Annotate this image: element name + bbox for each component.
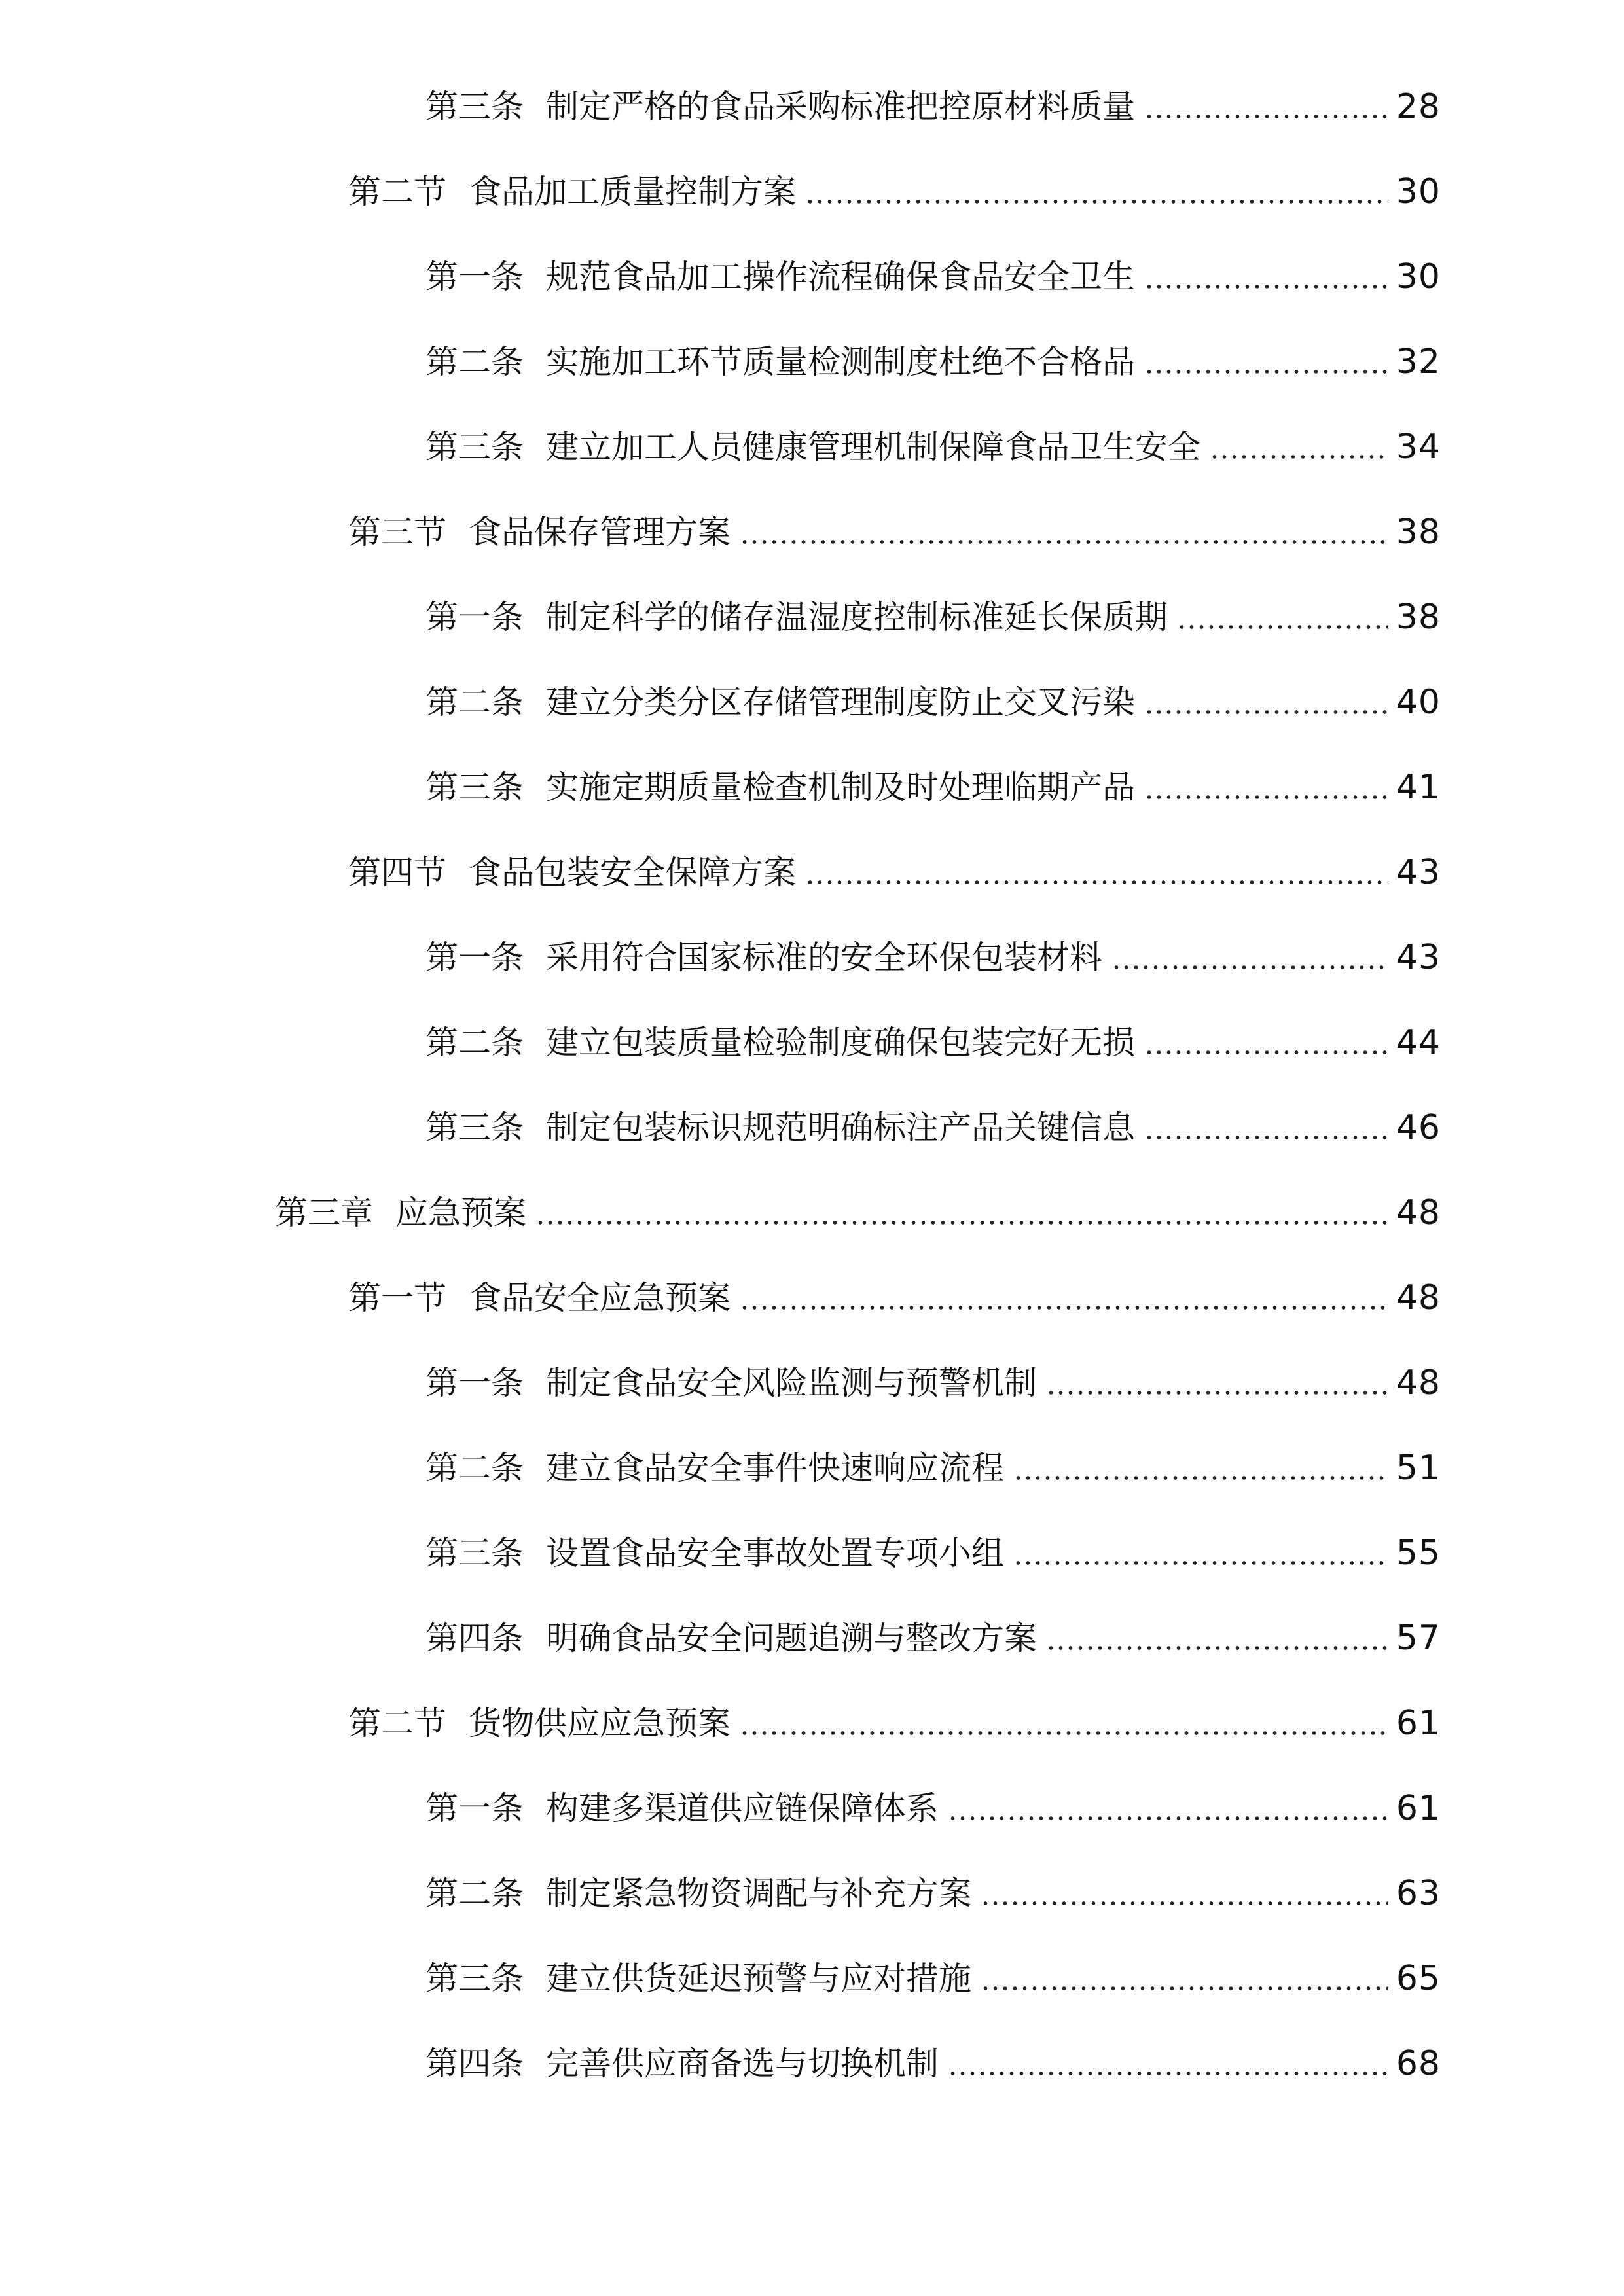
toc-entry-page-number: 30	[1396, 257, 1441, 296]
dot-leader	[740, 1305, 1388, 1310]
toc-entry[interactable]	[348, 166, 1441, 218]
toc-entry-page-number: 41	[1396, 768, 1441, 807]
toc-entry[interactable]	[425, 421, 1441, 473]
toc-entry-title: 制定科学的储存温湿度控制标准延长保质期	[546, 598, 1168, 636]
toc-entry-title: 设置食品安全事故处置专项小组	[546, 1534, 1004, 1572]
toc-entry-label: 第三节	[348, 513, 446, 551]
toc-entry-page-number: 61	[1396, 1704, 1441, 1743]
dot-leader	[948, 2071, 1388, 2076]
dot-leader	[1144, 114, 1388, 119]
toc-entry-page-number: 34	[1396, 427, 1441, 467]
dot-leader	[1013, 1560, 1388, 1566]
dot-leader	[535, 1220, 1388, 1225]
dot-leader	[805, 199, 1388, 204]
toc-entry-label: 第二条	[425, 343, 524, 381]
dot-leader	[948, 1816, 1388, 1821]
toc-entry-title: 完善供应商备选与切换机制	[546, 2045, 939, 2083]
dot-leader	[1111, 965, 1388, 970]
toc-entry[interactable]	[425, 1612, 1441, 1664]
dot-leader	[1144, 1135, 1388, 1140]
toc-entry-page-number: 48	[1396, 1278, 1441, 1318]
toc-entry-label: 第四条	[425, 2045, 524, 2083]
dot-leader	[1210, 454, 1388, 459]
toc-entry-title: 制定食品安全风险监测与预警机制	[546, 1364, 1037, 1402]
toc-entry-label: 第三条	[425, 1534, 524, 1572]
toc-entry-label: 第三条	[425, 428, 524, 466]
toc-entry-label: 第一条	[425, 1364, 524, 1402]
toc-entry-page-number: 32	[1396, 342, 1441, 382]
toc-entry-page-number: 55	[1396, 1534, 1441, 1573]
toc-entry-page-number: 51	[1396, 1448, 1441, 1488]
toc-entry[interactable]	[275, 1187, 1441, 1239]
dot-leader	[981, 1986, 1388, 1991]
toc-entry-title: 食品保存管理方案	[469, 513, 731, 551]
toc-entry-page-number: 48	[1396, 1193, 1441, 1232]
toc-entry-title: 应急预案	[395, 1194, 526, 1232]
toc-entry[interactable]	[348, 1697, 1441, 1749]
dot-leader	[740, 539, 1388, 545]
toc-entry-label: 第一节	[348, 1279, 446, 1317]
toc-entry[interactable]	[348, 506, 1441, 558]
toc-entry-label: 第二条	[425, 683, 524, 721]
dot-leader	[1144, 284, 1388, 289]
toc-entry[interactable]	[425, 336, 1441, 388]
dot-leader	[1144, 709, 1388, 715]
toc-entry-page-number: 65	[1396, 1959, 1441, 1998]
toc-entry[interactable]	[425, 1442, 1441, 1494]
dot-leader	[1046, 1390, 1388, 1395]
dot-leader	[1177, 624, 1388, 630]
toc-entry-title: 建立分类分区存储管理制度防止交叉污染	[546, 683, 1135, 721]
toc-entry-label: 第二节	[348, 173, 446, 211]
toc-entry-title: 制定包装标识规范明确标注产品关键信息	[546, 1109, 1135, 1147]
toc-entry-label: 第一条	[425, 939, 524, 977]
dot-leader	[740, 1731, 1388, 1736]
toc-entry-title: 建立包装质量检验制度确保包装完好无损	[546, 1024, 1135, 1062]
toc-entry-label: 第三条	[425, 88, 524, 126]
toc-entry[interactable]	[348, 846, 1441, 899]
toc-entry-label: 第三章	[275, 1194, 373, 1232]
toc-entry[interactable]	[425, 1952, 1441, 2005]
dot-leader	[1144, 795, 1388, 800]
toc-entry-title: 食品包装安全保障方案	[469, 853, 796, 891]
toc-entry[interactable]	[425, 676, 1441, 728]
toc-entry[interactable]	[425, 1867, 1441, 1920]
toc-entry-title: 建立加工人员健康管理机制保障食品卫生安全	[546, 428, 1200, 466]
toc-entry-title: 采用符合国家标准的安全环保包装材料	[546, 939, 1102, 977]
toc-entry-label: 第一条	[425, 258, 524, 296]
toc-entry[interactable]	[425, 1102, 1441, 1154]
dot-leader	[1046, 1645, 1388, 1651]
toc-entry-label: 第四条	[425, 1619, 524, 1657]
toc-entry-page-number: 40	[1396, 683, 1441, 722]
toc-entry-page-number: 28	[1396, 87, 1441, 126]
toc-entry-label: 第三条	[425, 1960, 524, 1998]
toc-entry-page-number: 43	[1396, 938, 1441, 977]
toc-entry[interactable]	[425, 1527, 1441, 1579]
toc-entry-title: 规范食品加工操作流程确保食品安全卫生	[546, 258, 1135, 296]
toc-entry-page-number: 38	[1396, 598, 1441, 637]
toc-entry-label: 第三条	[425, 768, 524, 806]
toc-entry-page-number: 46	[1396, 1108, 1441, 1147]
toc-entry-label: 第一条	[425, 598, 524, 636]
toc-entry-title: 制定严格的食品采购标准把控原材料质量	[546, 88, 1135, 126]
dot-leader	[1144, 1050, 1388, 1055]
toc-entry-title: 实施加工环节质量检测制度杜绝不合格品	[546, 343, 1135, 381]
toc-entry-title: 建立食品安全事件快速响应流程	[546, 1449, 1004, 1487]
toc-entry[interactable]	[425, 2037, 1441, 2090]
dot-leader	[1144, 369, 1388, 374]
toc-entry-title: 食品安全应急预案	[469, 1279, 731, 1317]
toc-entry[interactable]	[425, 591, 1441, 643]
toc-entry-page-number: 63	[1396, 1874, 1441, 1913]
dot-leader	[1013, 1475, 1388, 1480]
toc-entry[interactable]	[425, 1016, 1441, 1069]
toc-entry-page-number: 30	[1396, 172, 1441, 211]
toc-entry-page-number: 38	[1396, 512, 1441, 552]
toc-entry-title: 食品加工质量控制方案	[469, 173, 796, 211]
toc-entry-title: 建立供货延迟预警与应对措施	[546, 1960, 971, 1998]
toc-entry-label: 第二条	[425, 1874, 524, 1912]
toc-entry[interactable]	[425, 81, 1441, 133]
toc-entry-page-number: 44	[1396, 1023, 1441, 1062]
toc-entry-title: 构建多渠道供应链保障体系	[546, 1789, 939, 1827]
toc-entry-label: 第一条	[425, 1789, 524, 1827]
toc-entry-title: 明确食品安全问题追溯与整改方案	[546, 1619, 1037, 1657]
toc-entry-label: 第四节	[348, 853, 446, 891]
toc-entry[interactable]	[425, 761, 1441, 814]
dot-leader	[805, 880, 1388, 885]
toc-entry-page-number: 57	[1396, 1619, 1441, 1658]
toc-entry-label: 第二节	[348, 1704, 446, 1742]
toc-entry-label: 第三条	[425, 1109, 524, 1147]
toc-entry-page-number: 43	[1396, 853, 1441, 892]
toc-entry-title: 实施定期质量检查机制及时处理临期产品	[546, 768, 1135, 806]
toc-entry-label: 第二条	[425, 1024, 524, 1062]
toc-entry-label: 第二条	[425, 1449, 524, 1487]
toc-entry[interactable]	[425, 251, 1441, 303]
toc-entry[interactable]	[425, 1357, 1441, 1409]
toc-entry[interactable]	[425, 931, 1441, 984]
toc-entry-title: 货物供应应急预案	[469, 1704, 731, 1742]
toc-entry-page-number: 61	[1396, 1789, 1441, 1828]
toc-entry[interactable]	[425, 1782, 1441, 1835]
toc-entry[interactable]	[348, 1272, 1441, 1324]
toc-entry-page-number: 48	[1396, 1363, 1441, 1403]
toc-entry-page-number: 68	[1396, 2044, 1441, 2083]
dot-leader	[981, 1901, 1388, 1906]
toc-entry-title: 制定紧急物资调配与补充方案	[546, 1874, 971, 1912]
